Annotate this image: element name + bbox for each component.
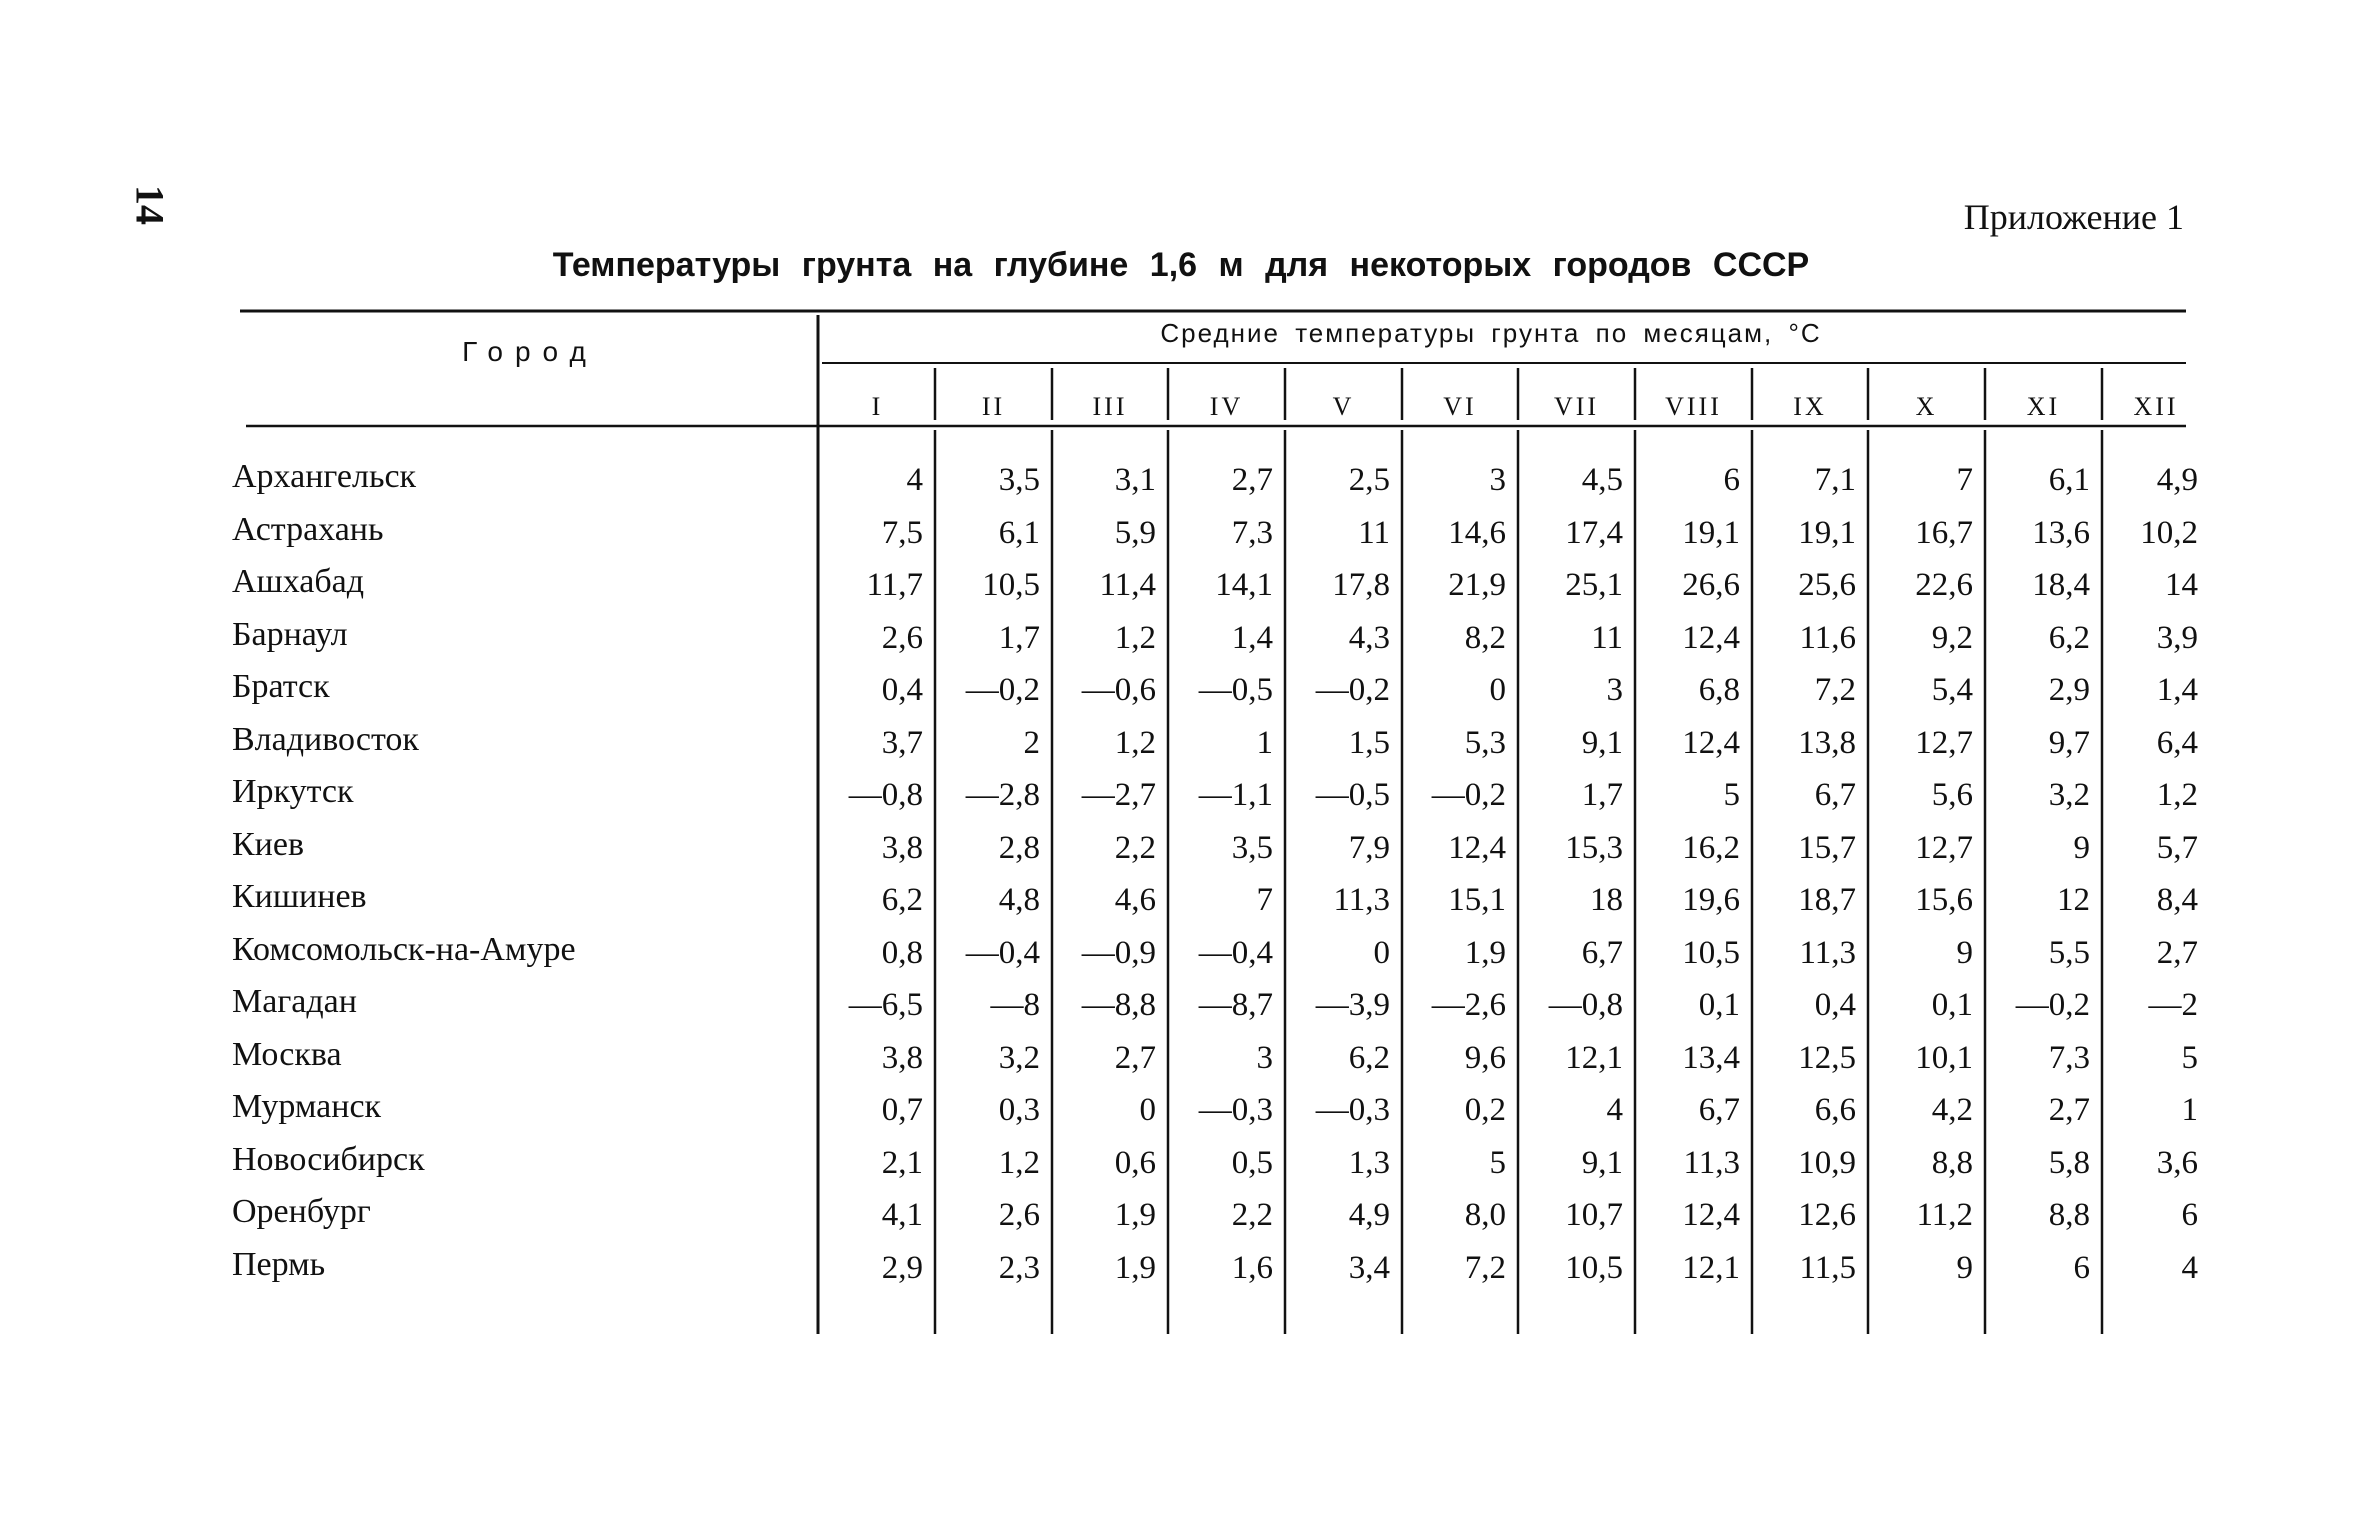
temperature-cell: 3,7: [881, 724, 923, 761]
temperature-cell: —2,6: [1431, 987, 1506, 1023]
temperature-cell: 2,6: [881, 619, 923, 656]
temperature-cell: 9: [1956, 1249, 1973, 1286]
temperature-cell: 4,6: [1114, 882, 1156, 918]
temperature-cell: 4,5: [1581, 462, 1623, 498]
temperature-cell: 5: [1723, 777, 1740, 813]
temperature-cell: 2,7: [1114, 1039, 1156, 1076]
temperature-cell: 6,6: [1814, 1092, 1856, 1128]
temperature-cell: —8,8: [1081, 987, 1156, 1023]
temperature-cell: 0,6: [1114, 1144, 1156, 1181]
page-title: Температуры грунта на глубине 1,6 м для некоторых городов СССР: [552, 246, 1810, 284]
temperature-cell: 7,9: [1348, 829, 1390, 866]
temperature-cell: 10,9: [1798, 1144, 1856, 1181]
temperature-cell: 3,9: [2156, 619, 2198, 656]
temperature-cell: 1: [2181, 1092, 2198, 1128]
temperature-cell: 6: [1723, 462, 1740, 498]
page-number: 14: [127, 185, 173, 225]
temperature-cell: 14: [2165, 567, 2198, 603]
temperature-cell: 7,2: [1814, 672, 1856, 708]
month-header: XI: [2026, 392, 2061, 421]
temperature-cell: 3,2: [998, 1039, 1040, 1076]
temperature-cell: 2,6: [998, 1197, 1040, 1233]
temperature-cell: 3: [1489, 462, 1506, 498]
temperature-cell: 15,1: [1448, 882, 1506, 918]
month-header: I: [871, 392, 884, 421]
temperature-cell: 18,7: [1798, 882, 1856, 918]
temperature-cell: 7,3: [1231, 514, 1273, 551]
temperature-cell: 0,5: [1231, 1144, 1273, 1181]
city-name: Киев: [232, 825, 305, 863]
temperature-cell: 6,8: [1698, 672, 1740, 708]
temperature-cell: 1,9: [1114, 1197, 1156, 1233]
temperature-cell: 5,7: [2156, 829, 2198, 866]
temperature-cell: 3,6: [2156, 1144, 2198, 1181]
temperature-cell: 2,1: [881, 1144, 923, 1181]
temperature-cell: 21,9: [1448, 567, 1506, 603]
temperature-cell: 4,3: [1348, 619, 1390, 656]
temperature-cell: 12,1: [1565, 1039, 1623, 1076]
temperature-cell: 6,4: [2156, 724, 2198, 761]
temperature-cell: 1,9: [1464, 934, 1506, 971]
temperature-cell: 4: [1606, 1092, 1623, 1128]
city-name: Кишинев: [232, 878, 367, 915]
temperature-cell: 11,4: [1099, 567, 1156, 603]
temperature-cell: 11,2: [1916, 1197, 1973, 1233]
temperature-cell: —0,5: [1198, 672, 1273, 708]
temperature-cell: 0: [1139, 1092, 1156, 1128]
temperature-cell: 19,1: [1798, 514, 1856, 551]
temperature-cell: 5,3: [1464, 724, 1506, 761]
temperature-cell: 8,4: [2156, 882, 2198, 918]
month-header: VIII: [1665, 392, 1722, 421]
city-name: Братск: [232, 668, 330, 705]
month-header: X: [1915, 392, 1938, 421]
temperature-cell: —0,2: [2015, 987, 2090, 1023]
month-header: II: [981, 392, 1006, 421]
temperature-cell: 2,9: [2048, 672, 2090, 708]
temperature-cell: 22,6: [1915, 567, 1973, 603]
temperature-cell: 0,8: [881, 934, 923, 971]
temperature-cell: 10,5: [1565, 1249, 1623, 1286]
temperature-cell: 1,3: [1348, 1144, 1390, 1181]
temperature-cell: 1,4: [1231, 619, 1273, 656]
city-name: Новосибирск: [232, 1140, 425, 1178]
temperature-cell: 11,6: [1799, 619, 1856, 656]
temperature-cell: 0,7: [881, 1092, 923, 1128]
temperature-cell: 25,1: [1565, 567, 1623, 603]
temperature-cell: 12,4: [1448, 829, 1506, 866]
temperature-cell: 0: [1373, 934, 1390, 971]
temperature-cell: 1,4: [2156, 672, 2198, 708]
temperature-cell: 12,1: [1682, 1249, 1740, 1286]
temperature-cell: 9: [1956, 934, 1973, 971]
temperature-cell: 25,6: [1798, 567, 1856, 603]
temperature-cell: 8,2: [1464, 619, 1506, 656]
temperature-cell: —1,1: [1198, 777, 1273, 813]
temperature-cell: 2,7: [1231, 462, 1273, 498]
temperature-cell: 1,2: [1114, 724, 1156, 761]
temperature-cell: —0,8: [1548, 987, 1623, 1023]
temperature-cell: 0,4: [881, 672, 923, 708]
temperature-cell: 1,9: [1114, 1249, 1156, 1286]
temperature-cell: 6,1: [998, 514, 1040, 551]
temperature-cell: 10,5: [1682, 934, 1740, 971]
temperature-cell: 10,1: [1915, 1039, 1973, 1076]
temperature-cell: 12,7: [1915, 829, 1973, 866]
temperature-cell: 14,6: [1448, 514, 1506, 551]
temperature-cell: 11,3: [1683, 1144, 1740, 1181]
temperature-cell: 12,4: [1682, 619, 1740, 656]
temperature-cell: 5,6: [1931, 777, 1973, 813]
temperature-cell: 17,8: [1332, 567, 1390, 603]
temperature-cell: 13,6: [2032, 514, 2090, 551]
temperature-cell: 6,7: [1814, 777, 1856, 813]
temperature-cell: 15,3: [1565, 829, 1623, 866]
temperature-cell: —0,9: [1081, 934, 1156, 971]
temperature-cell: 3,8: [881, 1039, 923, 1076]
temperature-cell: 11,3: [1333, 882, 1390, 918]
temperature-cell: —0,6: [1081, 672, 1156, 708]
temperature-cell: 18: [1590, 882, 1623, 918]
city-name: Барнаул: [232, 615, 348, 653]
city-name: Ашхабад: [232, 563, 365, 600]
temperature-cell: 7: [1256, 882, 1273, 918]
temperature-cell: 8,8: [1931, 1144, 1973, 1181]
temperature-cell: 5,4: [1931, 672, 1973, 708]
city-name: Иркутск: [232, 773, 354, 810]
temperature-cell: 3: [1256, 1039, 1273, 1076]
temperature-cell: 10,5: [982, 567, 1040, 603]
temperature-cell: 16,2: [1682, 829, 1740, 866]
temperature-cell: 13,4: [1682, 1039, 1740, 1076]
temperature-cell: 9: [2073, 829, 2090, 866]
temperature-cell: 1,7: [1581, 777, 1623, 813]
temperature-cell: 9,1: [1581, 1144, 1623, 1181]
city-name: Астрахань: [232, 510, 384, 548]
temperature-cell: 1,2: [998, 1144, 1040, 1181]
temperature-cell: 0,4: [1814, 987, 1856, 1023]
temperature-cell: 5,5: [2048, 934, 2090, 971]
temperature-cell: 6,7: [1581, 934, 1623, 971]
temperature-cell: 0,1: [1698, 987, 1740, 1023]
temperature-cell: 6,2: [1348, 1039, 1390, 1076]
temperature-cell: 9,6: [1464, 1039, 1506, 1076]
temperature-cell: 12,4: [1682, 724, 1740, 761]
temperature-cell: 4,9: [1348, 1197, 1390, 1233]
temperature-cell: 6,2: [2048, 619, 2090, 656]
temperature-cell: 3,4: [1348, 1249, 1390, 1286]
temperature-cell: 3: [1606, 672, 1623, 708]
temperature-cell: 5: [2181, 1039, 2198, 1076]
temperature-cell: 7,3: [2048, 1039, 2090, 1076]
temperature-cell: —0,4: [1198, 934, 1273, 971]
city-name: Архангельск: [232, 458, 417, 495]
temperature-cell: 3,2: [2048, 777, 2090, 813]
city-name: Мурманск: [232, 1088, 382, 1125]
temperature-cell: 11: [1358, 514, 1390, 551]
temperature-cell: 4,8: [998, 882, 1040, 918]
temperature-cell: 6,7: [1698, 1092, 1740, 1128]
month-header: III: [1092, 392, 1128, 421]
temperature-cell: —0,2: [1315, 672, 1390, 708]
temperature-cell: 1: [1256, 724, 1273, 761]
city-name: Пермь: [232, 1245, 326, 1283]
temperature-cell: 7: [1956, 462, 1973, 498]
temperature-cell: 9,1: [1581, 724, 1623, 761]
temperature-cell: —0,3: [1315, 1092, 1390, 1128]
temperature-cell: 4,2: [1931, 1092, 1973, 1128]
temperature-cell: 8,8: [2048, 1197, 2090, 1233]
temperature-cell: 11,7: [866, 567, 923, 603]
temperature-cell: 3,1: [1114, 462, 1156, 498]
temperature-cell: 4: [906, 462, 923, 498]
month-header: VI: [1443, 392, 1477, 421]
temperature-cell: 9,2: [1931, 619, 1973, 656]
temperature-cell: 1,2: [1114, 619, 1156, 656]
temperature-cell: 12,5: [1798, 1039, 1856, 1076]
temperature-cell: 19,6: [1682, 882, 1740, 918]
city-name: Магадан: [232, 983, 357, 1020]
temperature-cell: 15,6: [1915, 882, 1973, 918]
temperature-cell: 12: [2057, 882, 2090, 918]
temperature-cell: 7,2: [1464, 1249, 1506, 1286]
month-header: IX: [1793, 392, 1827, 421]
temperature-cell: 3,8: [881, 829, 923, 866]
temperature-cell: 7,1: [1814, 462, 1856, 498]
temperature-cell: 1,7: [998, 619, 1040, 656]
temperature-cell: 2,9: [881, 1249, 923, 1286]
temperature-cell: 2,3: [998, 1249, 1040, 1286]
temperature-cell: 5: [1489, 1144, 1506, 1181]
temperature-cell: —0,5: [1315, 777, 1390, 813]
temperature-cell: 16,7: [1915, 514, 1973, 551]
temperature-cell: —0,3: [1198, 1092, 1273, 1128]
temperature-cell: 4: [2181, 1249, 2198, 1286]
temperature-cell: 13,8: [1798, 724, 1856, 761]
temperature-cell: 6: [2073, 1249, 2090, 1286]
month-header: V: [1332, 392, 1355, 421]
temperature-cell: 12,7: [1915, 724, 1973, 761]
temperature-cell: 4,1: [881, 1197, 923, 1233]
temperature-cell: 12,6: [1798, 1197, 1856, 1233]
city-name: Оренбург: [232, 1193, 371, 1230]
temperature-cell: 14,1: [1215, 567, 1273, 603]
temperature-cell: 1,6: [1231, 1249, 1273, 1286]
temperature-cell: —0,4: [965, 934, 1040, 971]
temperature-cell: —0,8: [848, 777, 923, 813]
temperature-cell: 12,4: [1682, 1197, 1740, 1233]
temperature-cell: —2: [2148, 987, 2198, 1023]
city-name: Владивосток: [232, 720, 419, 758]
city-column-header: Город: [462, 336, 598, 367]
city-name: Комсомольск-на-Амуре: [232, 930, 576, 968]
temperature-cell: —3,9: [1315, 987, 1390, 1023]
temperature-cell: 1,5: [1348, 724, 1390, 761]
temperature-cell: 6: [2181, 1197, 2198, 1233]
temperature-cell: 2,7: [2156, 934, 2198, 971]
temperature-cell: 10,2: [2140, 514, 2198, 551]
temperature-cell: 0,3: [998, 1092, 1040, 1128]
temperature-cell: —8,7: [1198, 987, 1273, 1023]
temperature-cell: —2,7: [1081, 777, 1156, 813]
temperature-cell: 1,2: [2156, 777, 2198, 813]
temperature-cell: 0,2: [1464, 1092, 1506, 1128]
temperature-cell: 6,2: [881, 882, 923, 918]
temperature-cell: 0,1: [1931, 987, 1973, 1023]
temperature-cell: 11,5: [1799, 1249, 1856, 1286]
temperature-cell: 0: [1489, 672, 1506, 708]
temperature-cell: 18,4: [2032, 567, 2090, 603]
temperature-cell: —0,2: [1431, 777, 1506, 813]
month-header: IV: [1209, 392, 1244, 421]
temperature-cell: 19,1: [1682, 514, 1740, 551]
temperature-cell: —8: [990, 987, 1040, 1023]
city-name: Москва: [232, 1035, 342, 1073]
temperature-cell: 11,3: [1799, 934, 1856, 971]
temperature-cell: 7,5: [881, 514, 923, 551]
temperature-cell: 15,7: [1798, 829, 1856, 866]
appendix-label: Приложение 1: [1963, 197, 2184, 237]
month-header: VII: [1553, 392, 1600, 421]
temperature-cell: 4,9: [2156, 462, 2198, 498]
temperature-cell: 3,5: [998, 462, 1040, 498]
temperature-cell: —2,8: [965, 777, 1040, 813]
temperature-cell: 10,7: [1565, 1197, 1623, 1233]
temperature-cell: 26,6: [1682, 567, 1740, 603]
temperature-cell: 2,2: [1231, 1197, 1273, 1233]
temperature-cell: 2: [1023, 724, 1040, 761]
temperature-cell: 11: [1591, 619, 1623, 656]
temperature-cell: —0,2: [965, 672, 1040, 708]
temperature-cell: 3,5: [1231, 829, 1273, 866]
temperature-cell: 2,5: [1348, 462, 1390, 498]
temperature-cell: 2,7: [2048, 1092, 2090, 1128]
temperature-cell: 2,8: [998, 829, 1040, 866]
month-header: XII: [2133, 392, 2179, 421]
temperature-cell: 9,7: [2048, 724, 2090, 761]
temperature-cell: 5,9: [1114, 514, 1156, 551]
temperature-cell: 8,0: [1464, 1197, 1506, 1233]
temperature-cell: 2,2: [1114, 829, 1156, 866]
temperature-cell: 6,1: [2048, 462, 2090, 498]
temperature-group-header: Средние температуры грунта по месяцам, °С: [1160, 318, 1822, 348]
temperature-cell: 17,4: [1565, 514, 1623, 551]
temperature-cell: —6,5: [848, 987, 923, 1023]
temperature-cell: 5,8: [2048, 1144, 2090, 1181]
